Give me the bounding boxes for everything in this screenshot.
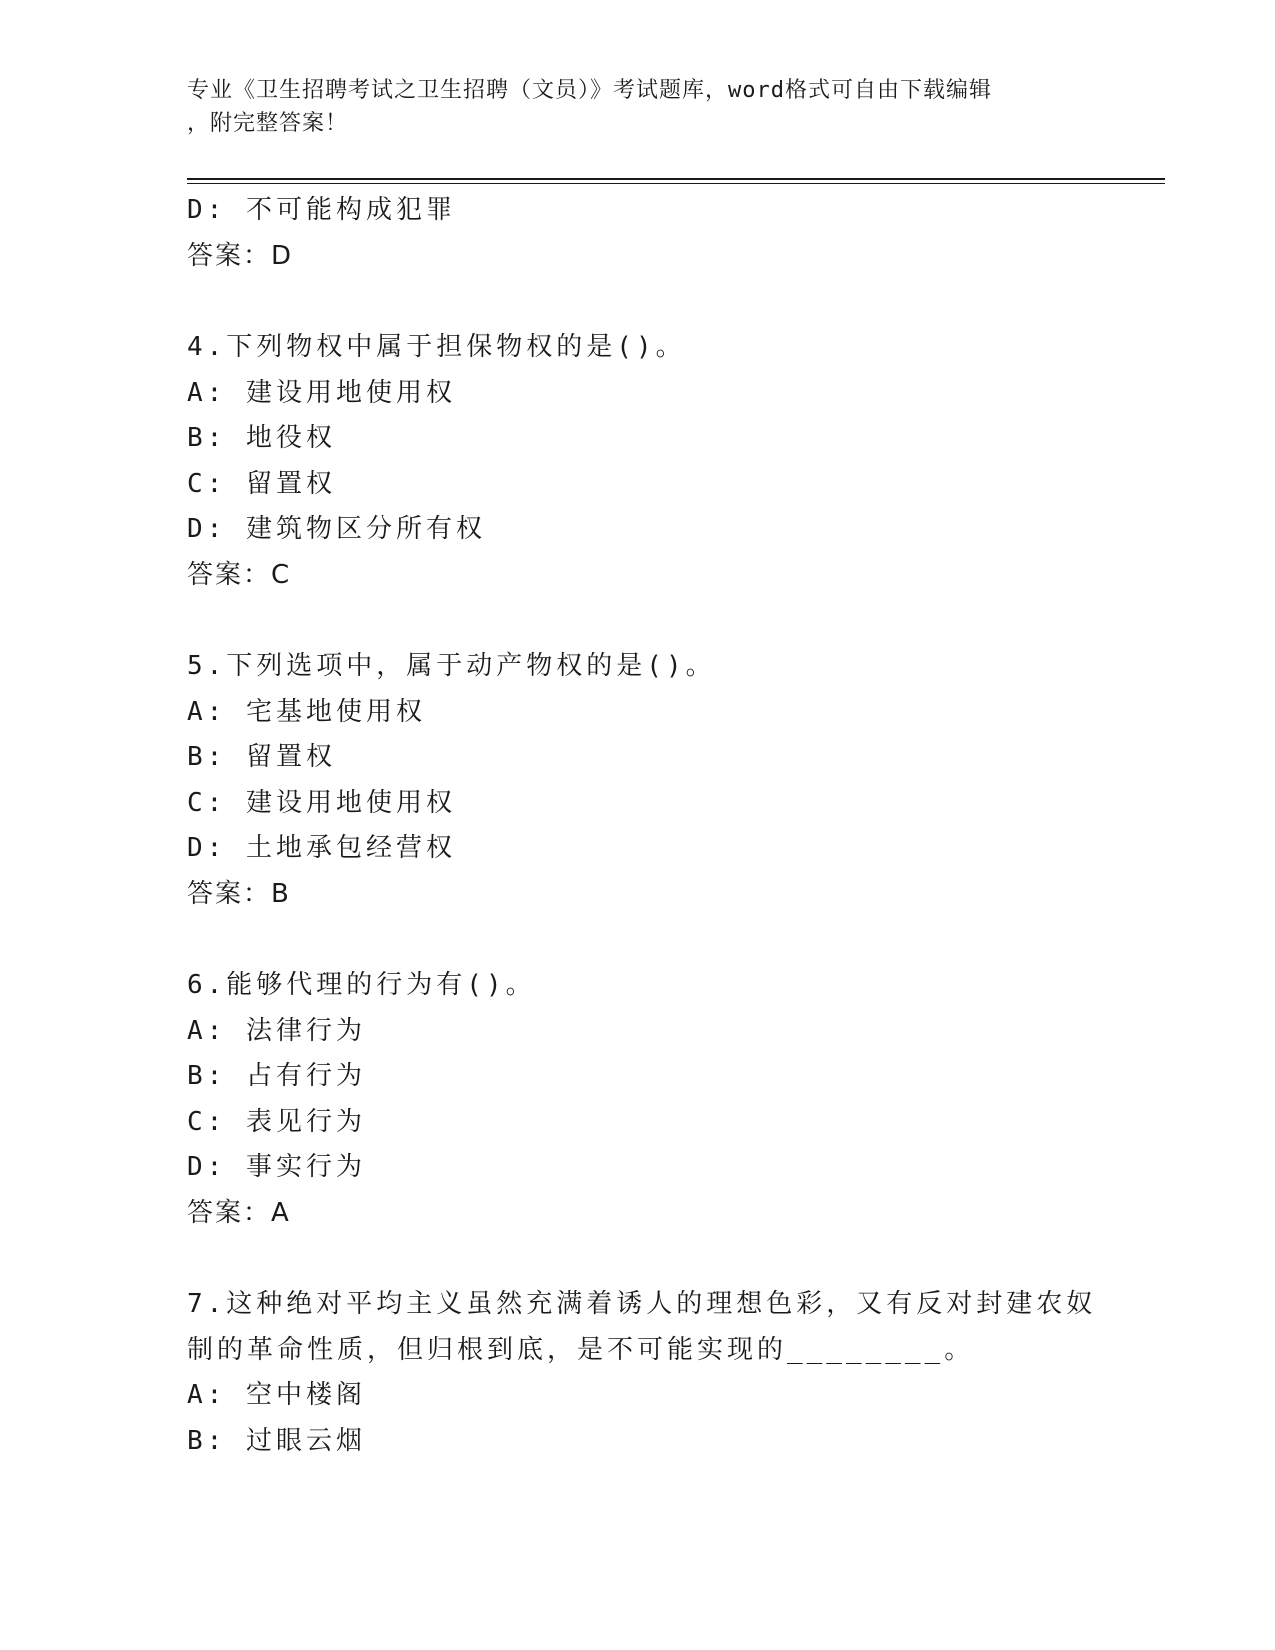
question-stem: 5.下列选项中，属于动产物权的是()。 [187, 651, 716, 681]
question-stem-line-1: 7.这种绝对平均主义虽然充满着诱人的理想色彩，又有反对封建农奴 [187, 1289, 1097, 1319]
spacer [187, 279, 1087, 325]
answer: 答案：C [187, 559, 292, 590]
option-b: B: 过眼云烟 [187, 1425, 366, 1456]
option-d: D: 事实行为 [187, 1152, 366, 1182]
option-d: D: 建筑物区分所有权 [187, 514, 486, 544]
document-header [187, 74, 1087, 140]
question-stem: 6.能够代理的行为有()。 [187, 970, 536, 1000]
option-b: B: 占有行为 [187, 1061, 366, 1091]
prev-question-option-d: D: 不可能构成犯罪 [187, 195, 456, 225]
spacer [187, 917, 1087, 963]
header-line-2: ，附完整答案！ [187, 111, 349, 136]
prev-question-answer: 答案：D [187, 240, 294, 271]
question-6 [187, 963, 1087, 1236]
question-5 [187, 644, 1087, 917]
option-a: A: 空中楼阁 [187, 1380, 366, 1410]
answer: 答案：A [187, 1197, 291, 1228]
question-7 [187, 1282, 1097, 1464]
option-b: B: 留置权 [187, 742, 336, 772]
option-c: C: 建设用地使用权 [187, 787, 456, 818]
option-a: A: 宅基地使用权 [187, 696, 426, 727]
option-a: A: 建设用地使用权 [187, 377, 456, 408]
question-list [187, 188, 1097, 1464]
question-4 [187, 325, 1087, 598]
option-c: C: 表见行为 [187, 1106, 366, 1137]
answer: 答案：B [187, 878, 291, 909]
spacer [187, 1236, 1087, 1282]
spacer [187, 598, 1087, 644]
question-stem: 4.下列物权中属于担保物权的是()。 [187, 332, 686, 362]
header-line-1: 专业《卫生招聘考试之卫生招聘（文员）》考试题库，word格式可自由下载编辑 [187, 78, 992, 103]
option-c: C: 留置权 [187, 468, 336, 499]
question-stem-line-2: 制的革命性质，但归根到底，是不可能实现的________。 [187, 1334, 975, 1365]
header-divider-thin [187, 183, 1165, 184]
option-a: A: 法律行为 [187, 1015, 366, 1046]
header-divider-thick [187, 178, 1165, 180]
option-d: D: 土地承包经营权 [187, 833, 456, 863]
option-b: B: 地役权 [187, 423, 336, 453]
